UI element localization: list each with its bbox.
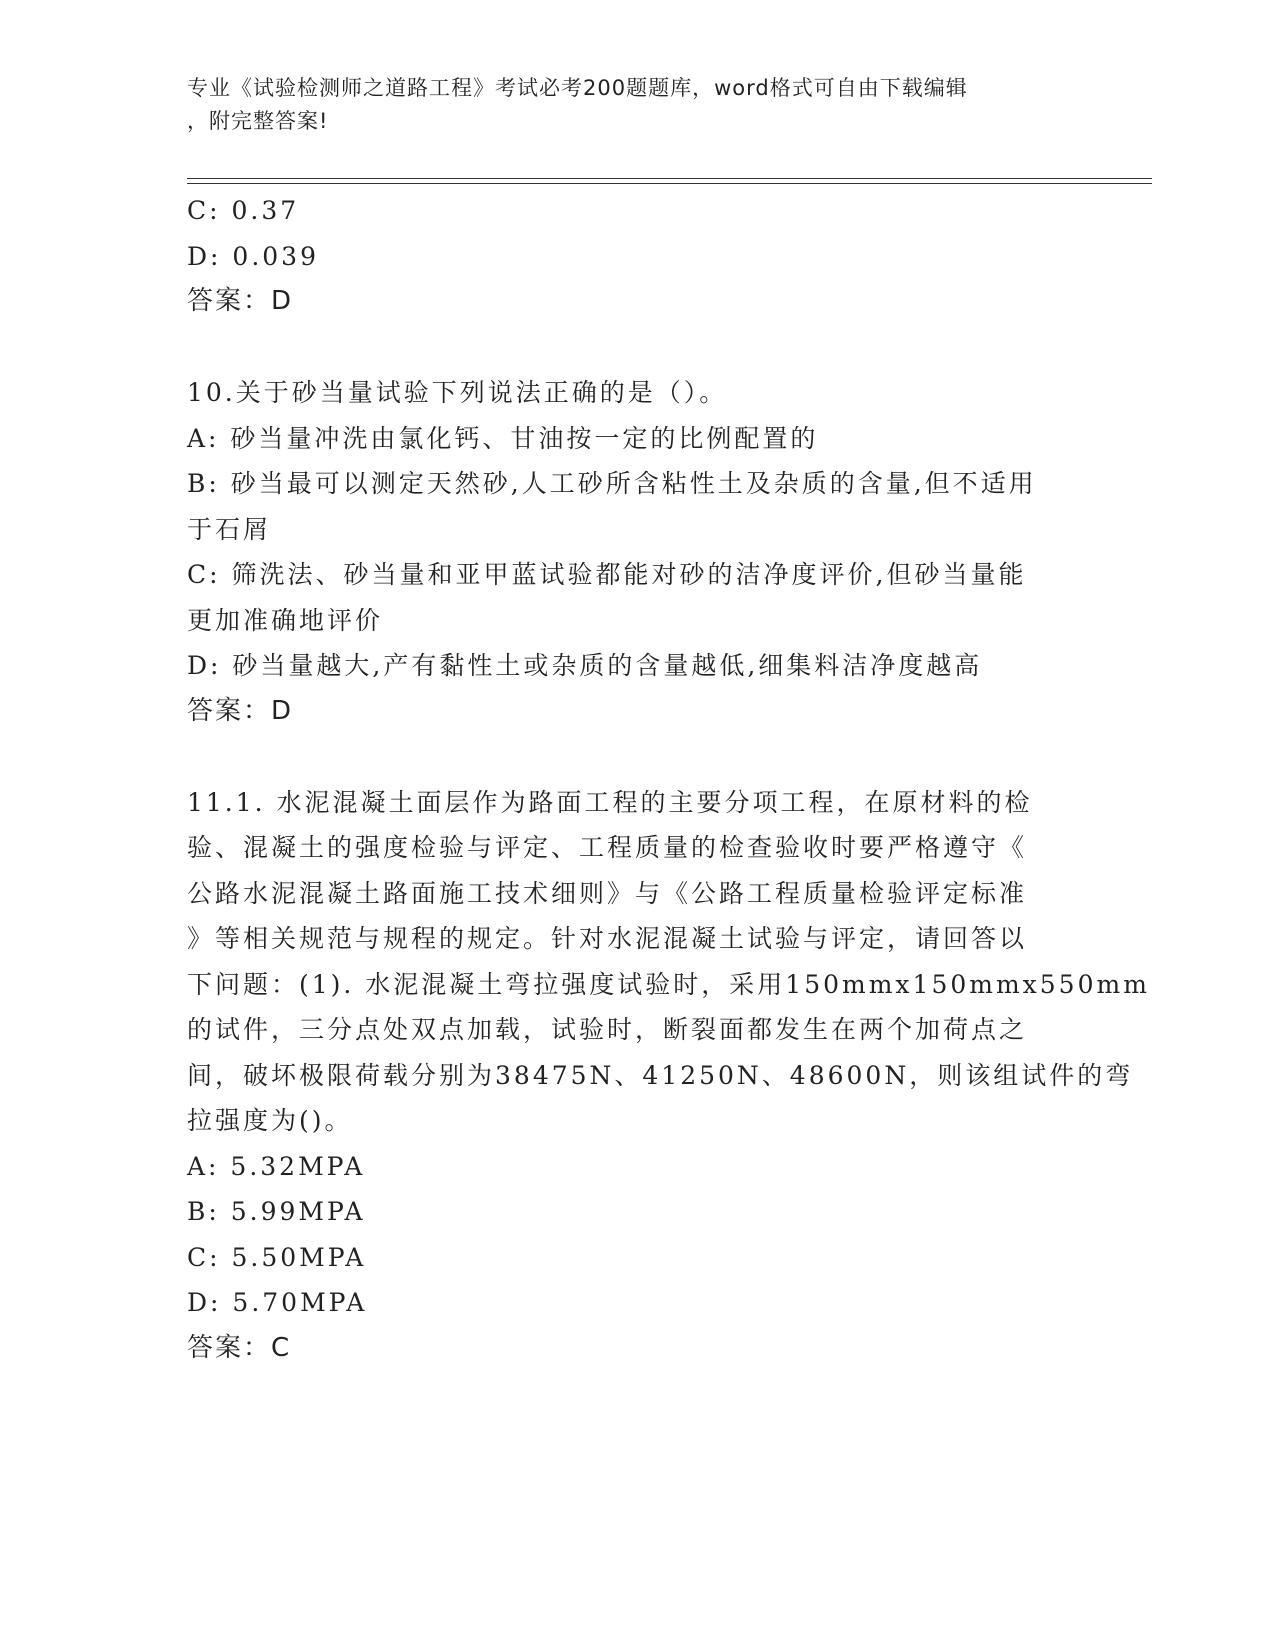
- q11-option-b: B: 5.99MPA: [187, 1197, 366, 1226]
- q9-answer: 答案：D: [187, 286, 294, 316]
- q11-answer: 答案：C: [187, 1332, 292, 1363]
- q11-option-a: A: 5.32MPA: [187, 1151, 366, 1181]
- q10-option-c-line-1: C: 筛洗法、砂当量和亚甲蓝试验都能对砂的洁净度评价,但砂当量能: [187, 560, 1027, 589]
- q10-option-b-line-2: 于石屑: [187, 514, 272, 544]
- q10-option-d: D: 砂当量越大,产有黏性土或杂质的含量越低,细集料洁净度越高: [187, 651, 983, 680]
- q11-stem-line-8: 拉强度为()。: [187, 1106, 353, 1135]
- q11-stem-line-6: 的试件，三分点处双点加载，试验时，断裂面都发生在两个加荷点之: [187, 1015, 1028, 1044]
- header-divider-bottom: [187, 183, 1152, 184]
- q10-option-c-line-2: 更加准确地评价: [187, 605, 384, 635]
- question-9-tail: [187, 188, 1067, 325]
- q11-option-d: D: 5.70MPA: [187, 1288, 368, 1317]
- q10-stem: 10.关于砂当量试验下列说法正确的是（）。: [187, 378, 728, 407]
- header-line-2: ，附完整答案!: [187, 109, 329, 133]
- q11-stem-line-1: 11.1. 水泥混凝土面层作为路面工程的主要分项工程，在原材料的检: [187, 787, 1033, 817]
- header-divider-top: [187, 178, 1152, 179]
- document-body: [187, 188, 1150, 1371]
- q10-answer: 答案：D: [187, 695, 294, 726]
- spacer: [187, 734, 1067, 780]
- header-line-1: 专业《试验检测师之道路工程》考试必考200题题库，word格式可自由下载编辑: [187, 76, 968, 100]
- q11-stem-line-4: 》等相关规范与规程的规定。针对水泥混凝土试验与评定，请回答以: [187, 924, 1028, 953]
- question-10: [187, 370, 1067, 734]
- q11-stem-line-3: 公路水泥混凝土路面施工技术细则》与《公路工程质量检验评定标准: [187, 878, 1028, 908]
- spacer: [187, 325, 1067, 371]
- q11-option-c: C: 5.50MPA: [187, 1242, 367, 1272]
- q9-option-d: D: 0.039: [187, 241, 319, 271]
- q11-stem-line-2: 验、混凝土的强度检验与评定、工程质量的检查验收时要严格遵守《: [187, 833, 1028, 862]
- q11-stem-line-5: 下问题：(1). 水泥混凝土弯拉强度试验时，采用150mmx150mmx550mm: [187, 969, 1150, 999]
- q10-option-b-line-1: B: 砂当最可以测定天然砂,人工砂所含粘性土及杂质的含量,但不适用: [187, 469, 1037, 498]
- q10-option-a: A: 砂当量冲洗由氯化钙、甘油按一定的比例配置的: [187, 423, 819, 453]
- page-header: [187, 72, 1067, 138]
- question-11: [187, 780, 1150, 1372]
- q11-stem-line-7: 间，破坏极限荷载分别为38475N、41250N、48600N，则该组试件的弯: [187, 1060, 1134, 1090]
- q9-option-c: C: 0.37: [187, 196, 300, 225]
